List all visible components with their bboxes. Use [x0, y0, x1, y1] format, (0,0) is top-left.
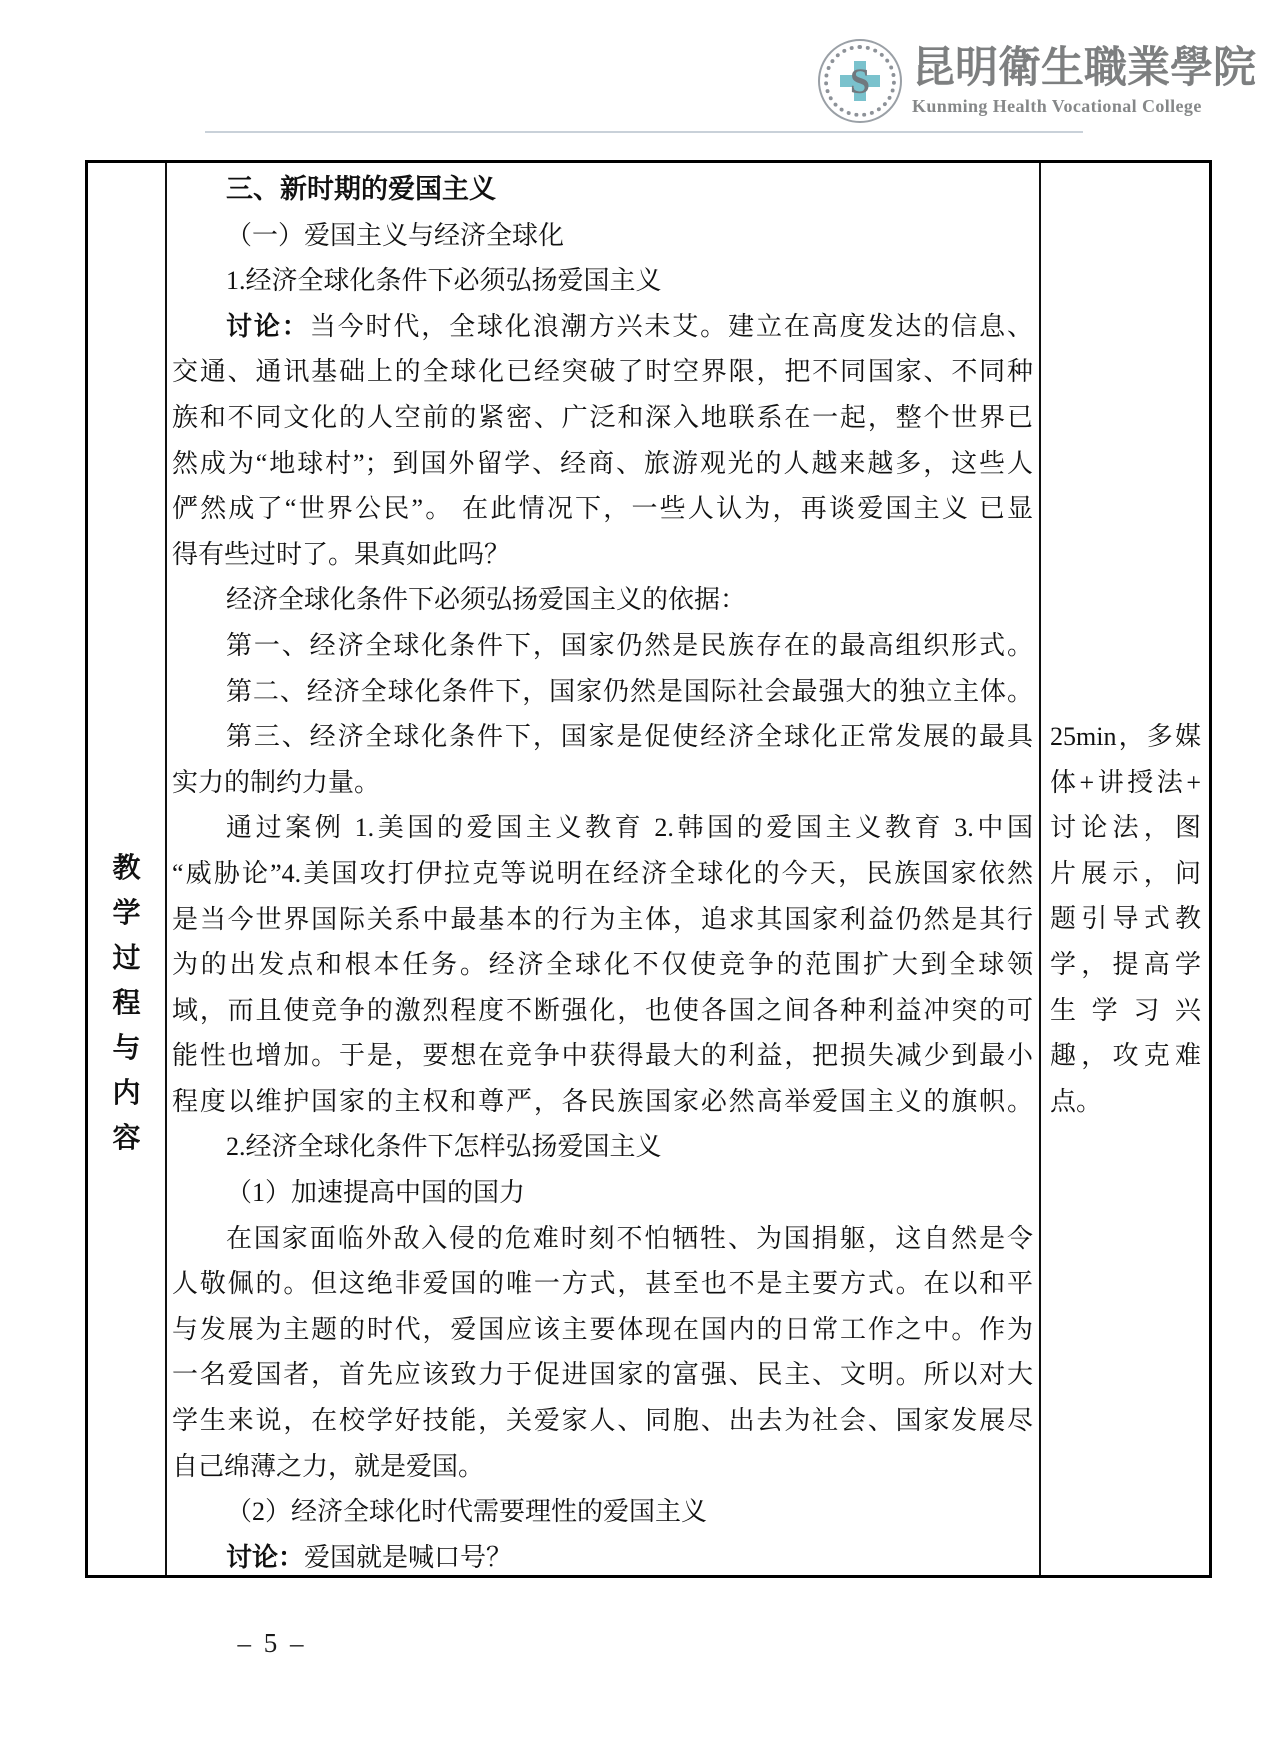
text-line: 域，而且使竞争的激烈程度不断强化，也使各国之间各种利益冲突的可	[172, 995, 1033, 1025]
method-column	[1041, 163, 1209, 1575]
text-line: 点。	[1050, 1086, 1103, 1116]
page-number: – 5 –	[237, 1628, 307, 1658]
text-line: 自己绵薄之力，就是爱国。	[172, 1451, 485, 1481]
text-line: 实力的制约力量。	[172, 767, 381, 797]
text-line: 2.经济全球化条件下怎样弘扬爱国主义	[226, 1132, 662, 1162]
lesson-plan-table	[85, 160, 1212, 1578]
header-divider	[205, 131, 1083, 133]
process-label-char: 内	[112, 1078, 141, 1109]
text-line: 讨论：爱国就是喊口号？	[226, 1541, 513, 1572]
process-label-char: 过	[112, 943, 141, 974]
text-line: 题引导式教	[1050, 904, 1201, 934]
text-line: 族和不同文化的人空前的紧密、广泛和深入地联系在一起，整个世界已	[172, 402, 1033, 432]
text-line: 俨然成了“世界公民”。 在此情况下，一些人认为，再谈爱国主义 已显	[172, 494, 1033, 524]
text-line: 经济全球化条件下必须弘扬爱国主义的依据：	[226, 585, 747, 615]
text-line: 第二、经济全球化条件下，国家仍然是国际社会最强大的独立主体。	[226, 676, 1033, 706]
text-line: 三、新时期的爱国主义	[226, 174, 496, 204]
text-line: 交通、通讯基础上的全球化已经突破了时空界限，把不同国家、不同种	[172, 357, 1033, 387]
text-line: 第三、经济全球化条件下，国家是促使经济全球化正常发展的最具	[226, 722, 1033, 752]
text-line: 能性也增加。于是，要想在竞争中获得最大的利益，把损失减少到最小	[172, 1041, 1033, 1071]
text-line: 生 学 习 兴	[1050, 995, 1201, 1025]
text-line: 然成为“地球村”；到国外留学、经商、旅游观光的人越来越多，这些人	[172, 448, 1033, 478]
text-line: 第一、经济全球化条件下，国家仍然是民族存在的最高组织形式。	[226, 630, 1033, 660]
text-line: （2）经济全球化时代需要理性的爱国主义	[226, 1497, 708, 1527]
discussion-label: 讨论：	[226, 1541, 305, 1572]
text-line: 程度以维护国家的主权和尊严，各民族国家必然高举爱国主义的旗帜。	[172, 1086, 1033, 1116]
process-label-char: 教	[112, 853, 141, 884]
text-line: 1.经济全球化条件下必须弘扬爱国主义	[226, 266, 662, 296]
text-line: “威胁论”4.美国攻打伊拉克等说明在经济全球化的今天，民族国家依然	[172, 858, 1033, 888]
process-label-char: 容	[112, 1123, 141, 1154]
college-name-group	[912, 45, 1256, 117]
content-column	[167, 163, 1041, 1575]
text-line: 人敬佩的。但这绝非爱国的唯一方式，甚至也不是主要方式。在以和平	[172, 1269, 1033, 1299]
page-header	[818, 38, 1256, 124]
text-line: 讨论法，图	[1050, 813, 1201, 843]
text-line: 片展示，问	[1050, 858, 1201, 888]
text-line: 讨论：当今时代，全球化浪潮方兴未艾。建立在高度发达的信息、	[226, 310, 1033, 341]
text-line: 得有些过时了。果真如此吗？	[172, 539, 511, 569]
process-label-column	[88, 163, 167, 1575]
process-label-char: 程	[112, 988, 141, 1019]
process-label-char: 学	[112, 898, 141, 929]
college-name-chinese: 昆明衛生職業學院	[912, 45, 1256, 92]
text-line: 为的出发点和根本任务。经济全球化不仅使竞争的范围扩大到全球领	[172, 950, 1033, 980]
discussion-label: 讨论：	[226, 310, 310, 341]
text-line: 通过案例 1.美国的爱国主义教育 2.韩国的爱国主义教育 3.中国	[226, 813, 1033, 843]
text-line: （一）爱国主义与经济全球化	[226, 220, 565, 250]
snake-emblem-icon: S	[849, 61, 871, 101]
text-line: 在国家面临外敌入侵的危难时刻不怕牺牲、为国捐躯，这自然是令	[226, 1223, 1033, 1253]
text-line: 趣，攻克难	[1050, 1041, 1201, 1071]
text-line: 一名爱国者，首先应该致力于促进国家的富强、民主、文明。所以对大	[172, 1360, 1033, 1390]
text-line: （1）加速提高中国的国力	[226, 1178, 526, 1208]
text-line: 是当今世界国际关系中最基本的行为主体，追求其国家利益仍然是其行	[172, 904, 1033, 934]
text-line: 学生来说，在校学好技能，关爱家人、同胞、出去为社会、国家发展尽	[172, 1406, 1033, 1436]
text-line: 与发展为主题的时代，爱国应该主要体现在国内的日常工作之中。作为	[172, 1314, 1033, 1344]
college-name-english: Kunming Health Vocational College	[912, 96, 1202, 116]
text-line: 25min，多媒	[1050, 722, 1201, 751]
college-seal-icon	[818, 39, 902, 123]
process-label-char: 与	[112, 1033, 141, 1064]
text-line: 体+讲授法+	[1050, 767, 1201, 797]
text-line: 学，提高学	[1050, 949, 1201, 979]
